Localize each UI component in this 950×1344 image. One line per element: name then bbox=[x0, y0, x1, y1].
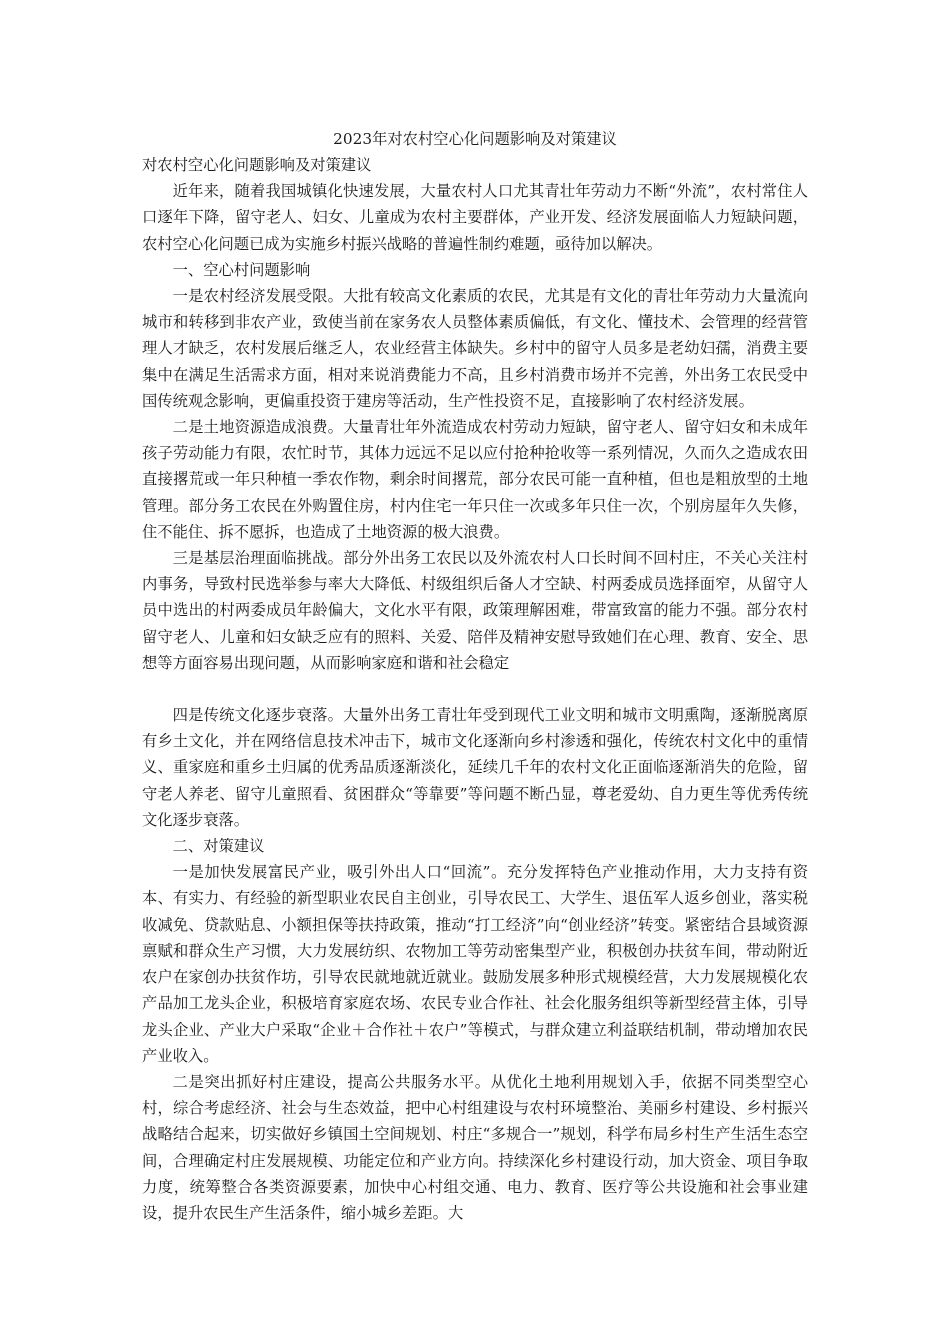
paragraph-economy: 一是农村经济发展受限。大批有较高文化素质的农民，尤其是有文化的青壮年劳动力大量流向城市和转移到非农产业，致使当前在家务农人员整体素质偏低，有文化、懂技术、会管理的经营管理人才缺乏，农村发展后继乏人，农业经营主体缺失。乡村中的留守人员多是老幼妇孺，消费主要集中在满足生活需求方面，相对来说消费能力不高，且乡村消费市场并不完善，外出务工农民受中国传统观念影响，更偏重投资于建房等活动，生产性投资不足，直接影响了农村经济发展。 bbox=[142, 287, 808, 410]
intro-paragraph: 近年来，随着我国城镇化快速发展，大量农村人口尤其青壮年劳动力不断“外流”，农村常住人口逐年下降，留守老人、妇女、儿童成为农村主要群体，产业开发、经济发展面临人力短缺问题，农村空心化问题已成为实施乡村振兴战略的普遍性制约难题，亟待加以解决。 bbox=[142, 182, 808, 253]
paragraph-governance: 三是基层治理面临挑战。部分外出务工农民以及外流农村人口长时间不回村庄，不关心关注村内事务，导致村民选举参与率大大降低、村级组织后备人才空缺、村两委成员选择面窄，从留守人员中选出的村两委成员年龄偏大，文化水平有限，政策理解困难，带富致富的能力不强。部分农村留守老人、儿童和妇女缺乏应有的照料、关爱、陪伴及精神安慰导致她们在心理、教育、安全、思想等方面容易出现问题，从而影响家庭和谐和社会稳定 bbox=[142, 549, 808, 672]
paragraph-land: 二是土地资源造成浪费。大量青壮年外流造成农村劳动力短缺，留守老人、留守妇女和未成年孩子劳动能力有限，农忙时节，其体力远远不足以应付抢种抢收等一系列情况，久而久之造成农田直接撂荒或一年只种植一季农作物，剩余时间撂荒，部分农民可能一直种植，但也是粗放型的土地管理。部分务工农民在外购置住房，村内住宅一年只住一次或多年只住一次，个别房屋年久失修，住不能住、拆不愿拆，也造成了土地资源的极大浪费。 bbox=[142, 418, 808, 541]
section-heading-suggestions: 二、对策建议 bbox=[172, 837, 265, 856]
document-title: 2023年对农村空心化问题影响及对策建议 bbox=[333, 130, 617, 148]
section-heading-impact: 一、空心村问题影响 bbox=[172, 260, 311, 279]
paragraph-village-construction: 二是突出抓好村庄建设，提高公共服务水平。从优化土地利用规划入手，依据不同类型空心村，综合考虑经济、社会与生态效益，把中心村组建设与农村环境整治、美丽乡村建设、乡村振兴战略结合起来，切实做好乡镇国土空间规划、村庄“多规合一”规划，科学布局乡村生产生活生态空间，合理确定村庄发展规模、功能定位和产业方向。持续深化乡村建设行动，加大资金、项目争取力度，统筹整合各类资源要素，加快中心村组交通、电力、教育、医疗等公共设施和社会事业建设，提升农民生产生活条件，缩小城乡差距。大 bbox=[142, 1072, 808, 1222]
document-subtitle: 对农村空心化问题影响及对策建议 bbox=[142, 156, 372, 174]
paragraph-industry: 一是加快发展富民产业，吸引外出人口“回流”。充分发挥特色产业推动作用，大力支持有资本、有实力、有经验的新型职业农民自主创业，引导农民工、大学生、退伍军人返乡创业，落实税收减免、贷款贴息、小额担保等扶持政策，推动“打工经济”向“创业经济”转变。紧密结合县域资源禀赋和群众生产习惯，大力发展纺织、农物加工等劳动密集型产业，积极创办扶贫车间，带动附近农户在家创办扶贫作坊，引导农民就地就近就业。鼓励发展多种形式规模经营，大力发展规模化农产品加工龙头企业，积极培育家庭农场、农民专业合作社、社会化服务组织等新型经营主体，引导龙头企业、产业大户采取“企业＋合作社＋农户”等模式，与群众建立利益联结机制，带动增加农民产业收入。 bbox=[142, 863, 808, 1065]
paragraph-culture: 四是传统文化逐步衰落。大量外出务工青壮年受到现代工业文明和城市文明熏陶，逐渐脱离原有乡土文化，并在网络信息技术冲击下，城市文化逐渐向乡村渗透和强化，传统农村文化中的重情义、重家庭和重乡土归属的优秀品质逐渐淡化，延续几千年的农村文化正面临逐渐消失的危险，留守老人养老、留守儿童照看、贫困群众“等靠要”等问题不断凸显，尊老爱幼、自力更生等优秀传统文化逐步衰落。 bbox=[142, 706, 808, 829]
document-page bbox=[142, 122, 808, 1226]
blank-line bbox=[142, 676, 808, 702]
